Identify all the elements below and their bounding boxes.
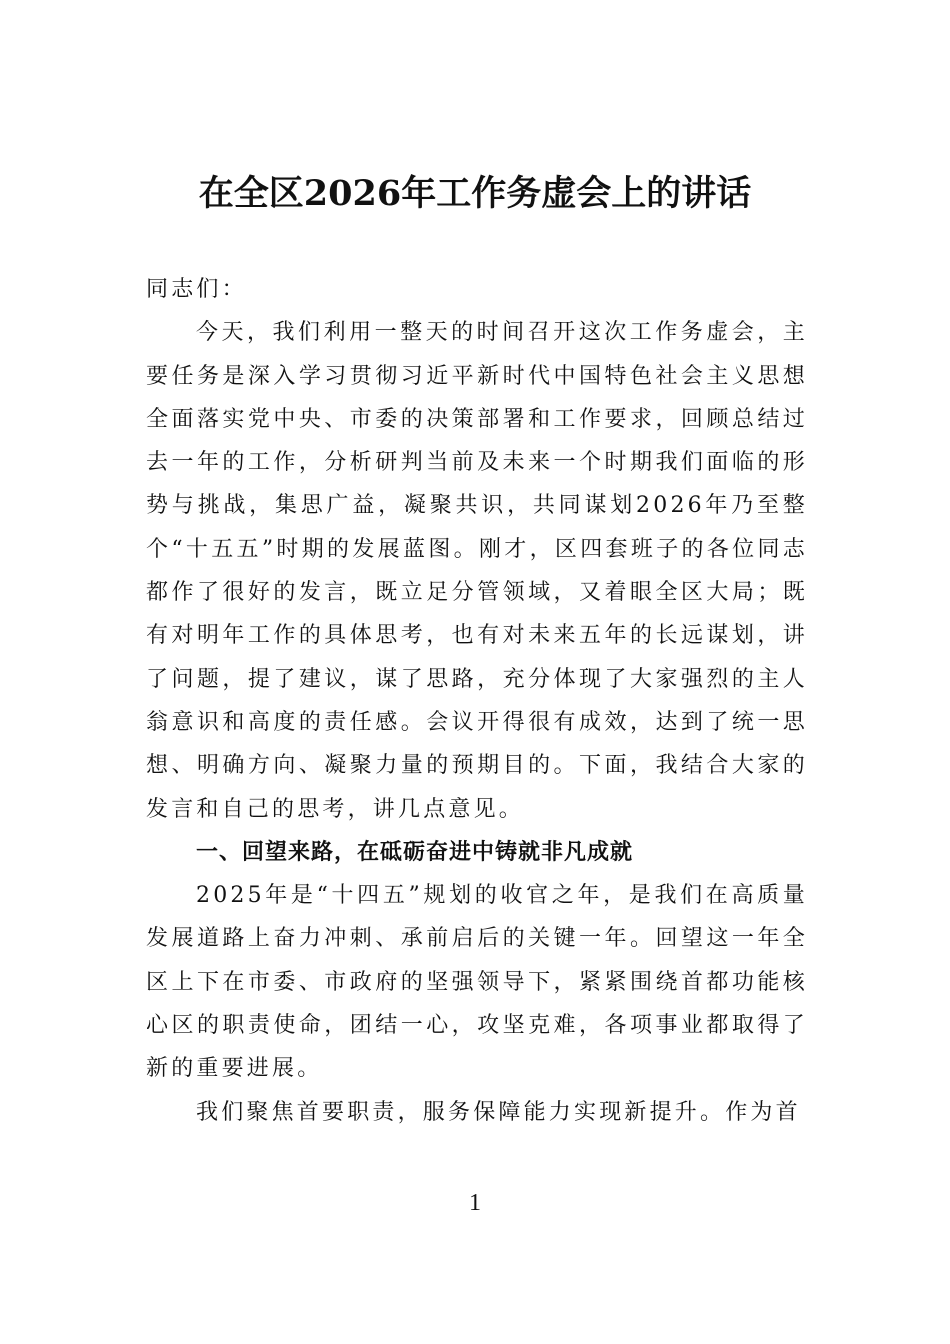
page-number: 1 [469, 1190, 481, 1216]
document-body [146, 268, 808, 1134]
intro-paragraph: 今天，我们利用一整天的时间召开这次工作务虚会，主要任务是深入学习贯彻习近平新时代中国特色社会主义思想全面落实党中央、市委的决策部署和工作要求，回顾总结过去一年的工作，分析研判当前及未来一个时期我们面临的形势与挑战，集思广益，凝聚共识，共同谋划2026年乃至整个“十五五”时期的发展蓝图。刚才，区四套班子的各位同志都作了很好的发言，既立足分管领域，又着眼全区大局；既有对明年工作的具体思考，也有对未来五年的长远谋划，讲了问题，提了建议，谋了思路，充分体现了大家强烈的主人翁意识和高度的责任感。会议开得很有成效，达到了统一思想、明确方向、凝聚力量的预期目的。下面，我结合大家的发言和自己的思考，讲几点意见。 [146, 320, 808, 822]
section-heading: 一、回望来路，在砥砺奋进中铸就非凡成就 [196, 839, 634, 865]
salutation: 同志们： [146, 277, 247, 302]
section-paragraph: 我们聚焦首要职责，服务保障能力实现新提升。作为首 [196, 1099, 801, 1125]
document-title: 在全区2026年工作务虚会上的讲话 [198, 173, 752, 214]
section-paragraph: 2025年是“十四五”规划的收官之年，是我们在高质量发展道路上奋力冲刺、承前启后的关键一年。回望这一年全区上下在市委、市政府的坚强领导下，紧紧围绕首都功能核心区的职责使命，团结一心，攻坚克难，各项事业都取得了新的重要进展。 [146, 883, 808, 1082]
